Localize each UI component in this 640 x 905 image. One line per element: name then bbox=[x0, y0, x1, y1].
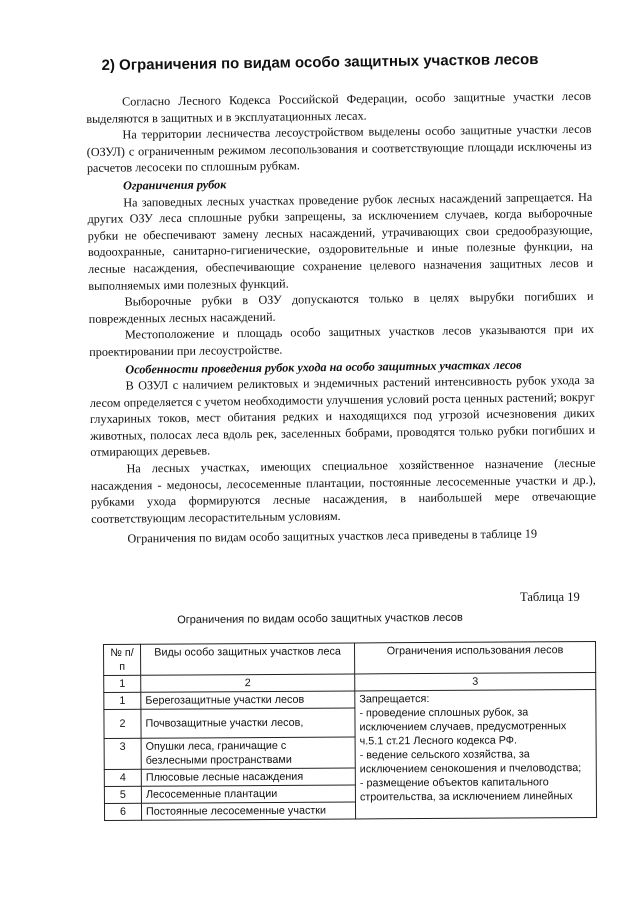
row-number: 5 bbox=[104, 786, 141, 803]
row-number: 1 bbox=[104, 692, 141, 709]
section-title: 2) Ограничения по видам особо защитных участков лесов bbox=[101, 50, 539, 75]
row-number: 6 bbox=[104, 803, 141, 820]
row-number: 3 bbox=[104, 738, 141, 769]
row-number: 2 bbox=[104, 709, 141, 738]
restrictions-cell bbox=[355, 689, 597, 818]
restriction-line: - проведение сплошных рубок, за исключением случаев, предусмотренных ч.5.1 ст.21 Лесного кодекса РФ. bbox=[359, 706, 567, 748]
zone-type: Берегозащитные участки лесов bbox=[141, 691, 355, 709]
paragraph: Выборочные рубки в ОЗУ допускаются только в целях вырубки погибших и поврежденных лесных насаждений. bbox=[88, 288, 594, 326]
column-number: 2 bbox=[141, 674, 355, 692]
table-header-row bbox=[104, 641, 596, 675]
paragraph: На территории лесничества лесоустройством выделены особо защитные участки лесов (ОЗУЛ) с ограниченным режимом лесопользования и соответствующие площади исключены из расчетов лесосеки по сплошным рубкам. bbox=[86, 122, 592, 176]
zone-type: Постоянные лесосеменные участки bbox=[141, 802, 355, 820]
table-caption: Ограничения по видам особо защитных участков лесов bbox=[177, 611, 463, 627]
paragraph: Согласно Лесного Кодекса Российской Федерации, особо защитные участки лесов выделяются в защитных и в эксплуатационных лесах. bbox=[86, 88, 592, 126]
paragraph: Местоположение и площадь особо защитных участков лесов указываются при их проектировании при лесоустройстве. bbox=[89, 322, 594, 359]
restrictions-table bbox=[103, 641, 597, 821]
column-number: 1 bbox=[104, 675, 141, 692]
table-row bbox=[104, 689, 596, 709]
row-number: 4 bbox=[104, 769, 141, 786]
restriction-line: Запрещается: bbox=[359, 693, 430, 706]
table-reference: Ограничения по видам особо защитных участков леса приведены в таблице 19 bbox=[127, 526, 538, 546]
paragraph: В ОЗУЛ с наличием реликтовых и эндемичных растений интенсивность рубок ухода за лесом определяется с учетом необходимости улучшения условий роста ценных растений; вокруг глухариных токов, мест обитания редких и находящихся под угрозой исчезновения диких животных, полосах леса вдоль рек, заселенных бобрами, проводятся только рубки погибших и отмирающих деревьев. bbox=[89, 372, 596, 460]
restriction-line: - размещение объектов капитального строительства, за исключением линейных bbox=[359, 776, 573, 804]
zone-type: Плюсовые лесные насаждения bbox=[141, 768, 355, 786]
zone-type: Лесосеменные плантации bbox=[141, 785, 355, 803]
paragraph: На заповедных лесных участках проведение рубок лесных насаждений запрещается. На других ОЗУ леса сплошные рубки запрещены, за исключением случаев, когда выборочные рубки не обеспечивают замену лесных насаждений, утрачивающих свои средообразующие, водоохранные, санитарно-гигиенические, оздоровительные и иные полезные функции, на лесные насаждения, обеспечивающие сохранение целевого назначения защитных лесов и выполняемых ими полезных функций. bbox=[87, 189, 594, 293]
zone-type: Опушки леса, граничащие с безлесными пространствами bbox=[141, 737, 355, 769]
zone-type: Почвозащитные участки лесов, bbox=[141, 708, 355, 738]
header-cell: № п/п bbox=[104, 644, 141, 675]
restriction-line: - ведение сельского хозяйства, за исключением сенокошения и пчеловодства; bbox=[359, 748, 582, 776]
paragraph: На лесных участках, имеющих специальное хозяйственное назначение (лесные насаждения - медоносы, лесосеменные плантации, постоянные лесосеменные участки и др.), рубками ухода формируются лесные насаждения, в наибольшей мере отвечающие соответствующим лесорастительным условиям. bbox=[90, 455, 597, 526]
header-cell: Виды особо защитных участков леса bbox=[141, 643, 355, 675]
table-number: Таблица 19 bbox=[520, 590, 580, 604]
column-number: 3 bbox=[355, 672, 596, 690]
body-text bbox=[86, 88, 597, 548]
header-cell: Ограничения использования лесов bbox=[354, 641, 595, 673]
subsection-title: Ограничения рубок bbox=[123, 177, 227, 193]
subsection-title: Особенности проведения рубок ухода на особо защитных участках лесов bbox=[125, 357, 522, 377]
